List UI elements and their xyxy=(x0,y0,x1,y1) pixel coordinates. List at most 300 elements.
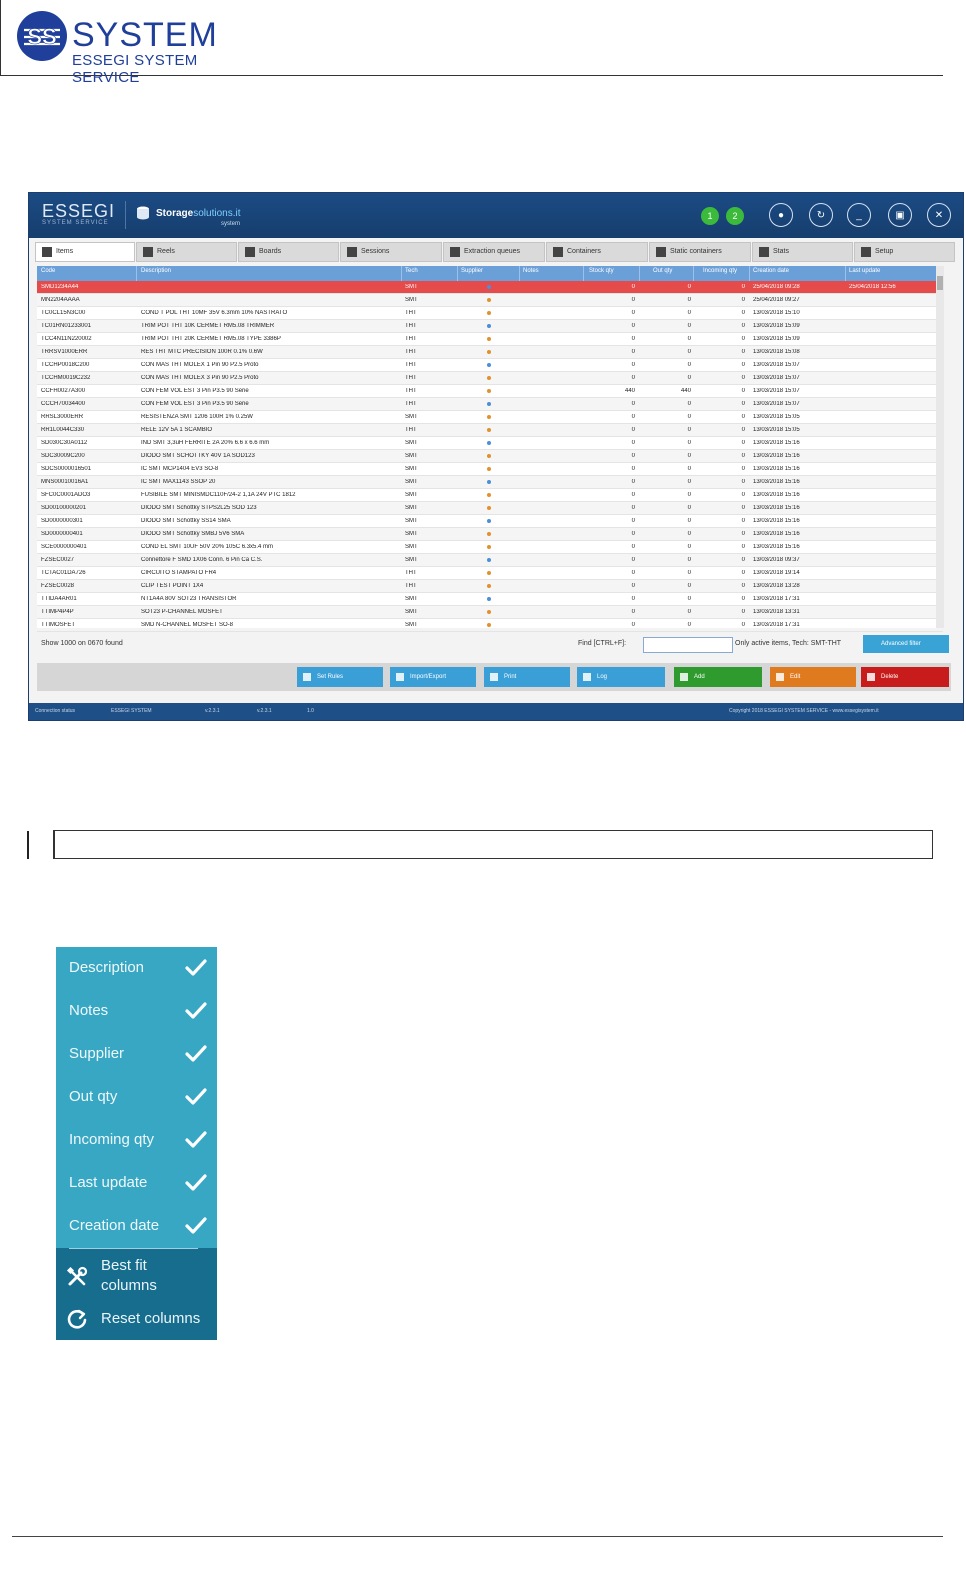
cell-created: 25/04/2018 09:28 xyxy=(753,284,800,290)
tab-boards[interactable] xyxy=(238,242,339,262)
cell-desc: CON MAS THT MOLEX 1 Pin 90 P2.5 Proto xyxy=(141,362,259,368)
cell-created: 25/04/2018 09:27 xyxy=(753,297,800,303)
check-icon xyxy=(185,1002,207,1020)
cell-inc: 0 xyxy=(741,479,745,485)
cell-tech: SMT xyxy=(405,518,418,524)
menu-item-notes[interactable] xyxy=(56,990,217,1033)
cell-tech: THT xyxy=(405,323,417,329)
cell-stock: 0 xyxy=(631,492,635,498)
cell-inc: 0 xyxy=(741,401,745,407)
items-grid[interactable] xyxy=(37,266,943,628)
svg-text:SS: SS xyxy=(27,24,57,49)
print-button[interactable] xyxy=(484,667,570,687)
action-bar xyxy=(37,663,951,691)
table-row[interactable] xyxy=(37,450,943,463)
cell-code: CCFH0027A300 xyxy=(41,388,86,394)
cell-code: SDCS0000016501 xyxy=(41,466,92,472)
cell-created: 13/03/2018 15:09 xyxy=(753,323,800,329)
column-separator xyxy=(136,266,137,281)
minimize-icon[interactable]: _ xyxy=(847,203,871,227)
menu-item-label: Description xyxy=(69,959,145,976)
menu-item-supplier[interactable] xyxy=(56,1033,217,1076)
cell-tech: SMT xyxy=(405,492,418,498)
reset-icon xyxy=(66,1308,88,1330)
cell-tech: SMT xyxy=(405,505,418,511)
cell-out: 0 xyxy=(687,323,691,329)
tab-reels[interactable] xyxy=(136,242,237,262)
cell-stock: 0 xyxy=(631,323,635,329)
menu-item-label: Supplier xyxy=(69,1045,125,1062)
status-connection: Connection status xyxy=(35,708,76,714)
cell-out: 0 xyxy=(687,583,691,589)
cell-tech: THT xyxy=(405,310,417,316)
cell-desc: DIODO SMT Schottky STPS2L25 SOD 123 xyxy=(141,505,257,511)
menu-columns-section xyxy=(56,947,217,1248)
cell-stock: 0 xyxy=(631,531,635,537)
cell-created: 13/03/2018 15:07 xyxy=(753,388,800,394)
cell-code: SD00100000201 xyxy=(41,505,87,511)
cell-desc: RELE 12V 5A 1 SCAMBIO xyxy=(141,427,213,433)
menu-item-label: Last update xyxy=(69,1174,148,1191)
find-label: Find [CTRL+F]: xyxy=(578,640,627,647)
status-copyright: Copyright 2018 ESSEGI SYSTEM SERVICE - www.essegisystem.it xyxy=(729,708,879,714)
close-icon[interactable]: ✕ xyxy=(927,203,951,227)
table-row[interactable] xyxy=(37,593,943,606)
table-row[interactable] xyxy=(37,333,943,346)
cell-out: 440 xyxy=(680,388,691,394)
supplier-dot-icon xyxy=(487,610,491,614)
cell-tech: THT xyxy=(405,349,417,355)
cell-inc: 0 xyxy=(741,544,745,550)
supplier-dot-icon xyxy=(487,285,491,289)
cell-stock: 0 xyxy=(631,414,635,420)
cell-created: 13/03/2018 15:16 xyxy=(753,492,800,498)
status-version-1: v.2.3.1 xyxy=(205,708,220,714)
cell-desc: TRIM POT THT 10K CERMET RM5.08 TRIMMER xyxy=(141,323,275,329)
best-fit-columns-button[interactable] xyxy=(56,1256,217,1300)
table-row[interactable] xyxy=(37,476,943,489)
supplier-dot-icon xyxy=(487,532,491,536)
cell-out: 0 xyxy=(687,531,691,537)
cell-tech: SMT xyxy=(405,466,418,472)
supplier-dot-icon xyxy=(487,389,491,393)
cell-out: 0 xyxy=(687,440,691,446)
table-row[interactable] xyxy=(37,294,943,307)
cell-created: 13/03/2018 15:16 xyxy=(753,479,800,485)
app-title-bar xyxy=(29,193,963,238)
import-export-button[interactable] xyxy=(390,667,476,687)
status-version-2: v.2.3.1 xyxy=(257,708,272,714)
storage-icon xyxy=(135,205,151,221)
tab-items[interactable] xyxy=(35,242,135,262)
cell-code: RR1L0044C330 xyxy=(41,427,85,433)
pencil-icon xyxy=(303,673,311,681)
cell-stock: 0 xyxy=(631,466,635,472)
delete-button[interactable] xyxy=(861,667,949,687)
cell-inc: 0 xyxy=(741,609,745,615)
supplier-dot-icon xyxy=(487,480,491,484)
supplier-dot-icon xyxy=(487,350,491,354)
tab-label: Items xyxy=(56,248,74,255)
scrollbar-thumb[interactable] xyxy=(937,276,943,290)
cell-out: 0 xyxy=(687,310,691,316)
cell-created: 13/03/2018 15:16 xyxy=(753,505,800,511)
best-fit-label-line1: Best fit xyxy=(101,1257,147,1274)
cell-inc: 0 xyxy=(741,375,745,381)
table-row[interactable] xyxy=(37,541,943,554)
edit-button[interactable] xyxy=(770,667,856,687)
cell-inc: 0 xyxy=(741,557,745,563)
supplier-dot-icon xyxy=(487,428,491,432)
cell-stock: 0 xyxy=(631,336,635,342)
tab-label: Setup xyxy=(875,248,894,255)
column-separator xyxy=(583,266,584,281)
cell-stock: 0 xyxy=(631,609,635,615)
menu-item-label: Incoming qty xyxy=(69,1131,155,1148)
tab-label: Extraction queues xyxy=(464,248,521,255)
supplier-dot-icon xyxy=(487,545,491,549)
column-header-description[interactable]: Description xyxy=(141,268,172,274)
tab-label: Reels xyxy=(157,248,175,255)
cell-tech: SMT xyxy=(405,596,418,602)
best-fit-label-line2: columns xyxy=(101,1277,157,1294)
cell-code: MNS00010016A1 xyxy=(41,479,89,485)
supplier-dot-icon xyxy=(487,571,491,575)
table-row[interactable] xyxy=(37,606,943,619)
sessions-tab-icon xyxy=(347,247,357,257)
supplier-dot-icon xyxy=(487,363,491,367)
table-row[interactable] xyxy=(37,398,943,411)
cell-inc: 0 xyxy=(741,453,745,459)
cell-stock: 0 xyxy=(631,479,635,485)
cell-stock: 0 xyxy=(631,362,635,368)
grid-footer xyxy=(37,633,951,657)
column-separator xyxy=(401,266,402,281)
cell-desc: RES THT MTC PRECISION 100R 0.1% 0.6W xyxy=(141,349,263,355)
cell-stock: 0 xyxy=(631,570,635,576)
cell-tech: THT xyxy=(405,401,417,407)
cell-out: 0 xyxy=(687,297,691,303)
cell-desc: IC SMT MCP1404 EV3 SO-8 xyxy=(141,466,219,472)
cell-inc: 0 xyxy=(741,414,745,420)
cell-tech: SMT xyxy=(405,453,418,459)
tab-stats[interactable] xyxy=(752,242,853,262)
cell-out: 0 xyxy=(687,284,691,290)
cell-inc: 0 xyxy=(741,284,745,290)
tab-extraction-queues[interactable] xyxy=(443,242,545,262)
check-icon xyxy=(185,959,207,977)
cell-stock: 0 xyxy=(631,596,635,602)
cell-code: SMD1234A44 xyxy=(41,284,79,290)
logo-subtitle: ESSEGI SYSTEM SERVICE xyxy=(72,52,198,86)
footer-rule xyxy=(12,1536,943,1537)
check-icon xyxy=(185,1045,207,1063)
grid-scrollbar[interactable] xyxy=(936,266,944,628)
table-row[interactable] xyxy=(37,528,943,541)
cell-stock: 0 xyxy=(631,375,635,381)
cell-out: 0 xyxy=(687,401,691,407)
supplier-dot-icon xyxy=(487,558,491,562)
cell-inc: 0 xyxy=(741,505,745,511)
cell-code: RRSL3000ERR xyxy=(41,414,84,420)
tab-label: Stats xyxy=(773,248,789,255)
table-row[interactable] xyxy=(37,307,943,320)
menu-item-label: Creation date xyxy=(69,1217,160,1234)
reset-columns-button[interactable] xyxy=(56,1306,217,1332)
cell-out: 0 xyxy=(687,544,691,550)
supplier-dot-icon xyxy=(487,506,491,510)
column-header-stock-qty[interactable]: Stock qty xyxy=(589,268,614,274)
cell-stock: 0 xyxy=(631,622,635,628)
cell-created: 13/03/2018 19:14 xyxy=(753,570,800,576)
cell-stock: 0 xyxy=(631,518,635,524)
column-separator xyxy=(693,266,694,281)
table-row[interactable] xyxy=(37,372,943,385)
cell-stock: 0 xyxy=(631,544,635,550)
logo-word: SYSTEM xyxy=(72,16,218,54)
column-header-out-qty[interactable]: Out qty xyxy=(653,268,673,274)
menu-item-last-update[interactable] xyxy=(56,1162,217,1205)
column-header-code[interactable]: Code xyxy=(41,268,56,274)
cell-tech: SMT xyxy=(405,531,418,537)
cell-created: 13/03/2018 15:16 xyxy=(753,518,800,524)
cell-code: TCC4N11N220002 xyxy=(41,336,92,342)
check-icon xyxy=(185,1217,207,1235)
cell-code: MN2204AAAA xyxy=(41,297,80,303)
cell-desc: DIODO SMT Schottky SS14 SMA xyxy=(141,518,231,524)
log-icon xyxy=(583,673,591,681)
cell-tech: SMT xyxy=(405,414,418,420)
cell-out: 0 xyxy=(687,622,691,628)
column-header-incoming-qty[interactable]: Incoming qty xyxy=(703,268,738,274)
advanced-filter-button[interactable] xyxy=(863,635,949,653)
table-row[interactable] xyxy=(37,385,943,398)
menu-item-label: Out qty xyxy=(69,1088,118,1105)
cell-tech: THT xyxy=(405,336,417,342)
logo-mark-icon xyxy=(16,10,68,62)
table-row[interactable] xyxy=(37,567,943,580)
cell-tech: SMT xyxy=(405,440,418,446)
cell-inc: 0 xyxy=(741,466,745,472)
cell-desc: COND T POL THT 10MF 35V 6.3mm 10% NASTRATO xyxy=(141,310,288,316)
advanced-filter-label: Advanced filter xyxy=(881,641,921,647)
table-row[interactable] xyxy=(37,489,943,502)
table-row[interactable] xyxy=(37,515,943,528)
table-row[interactable] xyxy=(37,580,943,593)
button-label: Log xyxy=(597,674,608,680)
cell-inc: 0 xyxy=(741,492,745,498)
active-filter-text: Only active items, Tech: SMT-THT xyxy=(735,640,842,647)
table-row[interactable] xyxy=(37,320,943,333)
setup-tab-icon xyxy=(861,247,871,257)
margin-rule xyxy=(27,831,29,859)
cell-code: TTIDA4AR01 xyxy=(41,596,77,602)
table-row[interactable] xyxy=(37,424,943,437)
find-input[interactable] xyxy=(643,637,733,653)
cell-code: FZSEC0028 xyxy=(41,583,75,589)
table-row[interactable] xyxy=(37,411,943,424)
cell-stock: 0 xyxy=(631,440,635,446)
status-bar xyxy=(29,703,963,720)
storage-title-main: Storage xyxy=(156,208,194,219)
cell-created: 13/03/2018 15:05 xyxy=(753,427,800,433)
cell-code: SD0000000301 xyxy=(41,518,83,524)
cell-stock: 0 xyxy=(631,297,635,303)
caption-box xyxy=(53,830,933,859)
cell-tech: THT xyxy=(405,570,417,576)
cell-inc: 0 xyxy=(741,349,745,355)
cell-out: 0 xyxy=(687,414,691,420)
notification-badge-2[interactable]: 2 xyxy=(726,207,744,225)
cell-stock: 0 xyxy=(631,505,635,511)
cell-out: 0 xyxy=(687,362,691,368)
supplier-dot-icon xyxy=(487,376,491,380)
cell-created: 13/03/2018 15:10 xyxy=(753,310,800,316)
cell-out: 0 xyxy=(687,557,691,563)
cell-tech: SMT xyxy=(405,284,418,290)
tab-containers[interactable] xyxy=(546,242,648,262)
cell-tech: SMT xyxy=(405,557,418,563)
cell-desc: SOT23 P-CHANNEL MOSFET xyxy=(141,609,223,615)
table-row[interactable] xyxy=(37,437,943,450)
cell-inc: 0 xyxy=(741,570,745,576)
tools-icon xyxy=(66,1266,88,1288)
menu-item-description[interactable] xyxy=(56,947,217,990)
cell-out: 0 xyxy=(687,466,691,472)
tab-label: Containers xyxy=(567,248,601,255)
column-chooser-menu xyxy=(56,947,217,1340)
supplier-dot-icon xyxy=(487,298,491,302)
cell-code: SD0000000401 xyxy=(41,531,83,537)
supplier-dot-icon xyxy=(487,467,491,471)
menu-item-out-qty[interactable] xyxy=(56,1076,217,1119)
menu-divider xyxy=(69,1248,198,1249)
cell-desc: CON MAS THT MOLEX 3 Pin 90 P2.5 Proto xyxy=(141,375,259,381)
column-header-tech[interactable]: Tech xyxy=(405,268,418,274)
supplier-dot-icon xyxy=(487,337,491,341)
cell-inc: 0 xyxy=(741,362,745,368)
cell-code: SD030C30A0112 xyxy=(41,440,88,446)
refresh-icon[interactable]: ↻ xyxy=(809,203,833,227)
column-header-supplier[interactable]: Supplier xyxy=(461,268,484,274)
cell-desc: RESISTENZA SMT 1206 100R 1% 0.25W xyxy=(141,414,253,420)
table-row[interactable] xyxy=(37,281,943,294)
column-header-notes[interactable]: Notes xyxy=(523,268,539,274)
cell-code: TCCHM0019C232 xyxy=(41,375,91,381)
button-label: Import/Export xyxy=(410,674,447,680)
cell-tech: THT xyxy=(405,375,417,381)
cell-stock: 0 xyxy=(631,453,635,459)
table-row[interactable] xyxy=(37,359,943,372)
supplier-dot-icon xyxy=(487,519,491,523)
cell-stock: 0 xyxy=(631,401,635,407)
cell-code: FZSEC0027 xyxy=(41,557,75,563)
column-separator xyxy=(639,266,640,281)
cell-code: SCE0000000401 xyxy=(41,544,87,550)
reels-tab-icon xyxy=(143,247,153,257)
cell-out: 0 xyxy=(687,596,691,602)
cell-tech: THT xyxy=(405,388,417,394)
app-brand-sub: SYSTEM SERVICE xyxy=(42,220,109,226)
cell-desc: DIODO SMT SCHOTTKY 40V 1A SOD123 xyxy=(141,453,255,459)
cell-out: 0 xyxy=(687,609,691,615)
cell-desc: IND SMT 3,3uH FERRITE 2A 20% 6.6 x 6.6 mm xyxy=(141,440,270,446)
reset-columns-label: Reset columns xyxy=(101,1310,201,1327)
cell-inc: 0 xyxy=(741,596,745,602)
stats-tab-icon xyxy=(759,247,769,257)
button-label: Delete xyxy=(881,674,899,680)
tab-setup[interactable] xyxy=(854,242,955,262)
supplier-dot-icon xyxy=(487,415,491,419)
table-row[interactable] xyxy=(37,346,943,359)
check-icon xyxy=(185,1131,207,1149)
log-button[interactable] xyxy=(577,667,665,687)
cell-desc: CLIP TEST POINT 1X4 xyxy=(141,583,204,589)
header-left-rule xyxy=(0,0,1,76)
cell-inc: 0 xyxy=(741,297,745,303)
cell-code: TCTAC01DA726 xyxy=(41,570,86,576)
tab-static-containers[interactable] xyxy=(649,242,751,262)
tab-label: Boards xyxy=(259,248,282,255)
table-row[interactable] xyxy=(37,502,943,515)
notification-badge-1[interactable]: 1 xyxy=(701,207,719,225)
menu-item-label: Notes xyxy=(69,1002,109,1019)
cell-inc: 0 xyxy=(741,583,745,589)
cell-tech: SMT xyxy=(405,479,418,485)
cell-desc: COND EL SMT 10UF 50V 20% 105C 6.3x5.4 mm xyxy=(141,544,274,550)
grid-header xyxy=(37,266,943,281)
trash-icon xyxy=(867,673,875,681)
set-rules-button[interactable] xyxy=(297,667,383,687)
title-separator xyxy=(125,201,126,229)
app-screenshot xyxy=(28,192,964,721)
cell-out: 0 xyxy=(687,492,691,498)
cell-tech: THT xyxy=(405,362,417,368)
cell-created: 13/03/2018 17:31 xyxy=(753,622,800,628)
cell-created: 13/03/2018 15:16 xyxy=(753,531,800,537)
table-row[interactable] xyxy=(37,554,943,567)
table-row[interactable] xyxy=(37,619,943,632)
button-label: Edit xyxy=(790,674,801,680)
lock-icon[interactable]: ▣ xyxy=(888,203,912,227)
supplier-dot-icon xyxy=(487,584,491,588)
cell-inc: 0 xyxy=(741,336,745,342)
column-header-creation-date[interactable]: Creation date xyxy=(753,268,790,274)
table-row[interactable] xyxy=(37,463,943,476)
supplier-dot-icon xyxy=(487,454,491,458)
supplier-dot-icon xyxy=(487,623,491,627)
cell-out: 0 xyxy=(687,570,691,576)
cell-created: 13/03/2018 15:16 xyxy=(753,466,800,472)
cell-tech: SMT xyxy=(405,544,418,550)
chat-icon[interactable]: ● xyxy=(769,203,793,227)
menu-item-creation-date[interactable] xyxy=(56,1205,217,1248)
column-separator xyxy=(845,266,846,281)
cell-code: TC0CL15N3C00 xyxy=(41,310,86,316)
cell-inc: 0 xyxy=(741,622,745,628)
tab-sessions[interactable] xyxy=(340,242,442,262)
column-header-last-update[interactable]: Last update xyxy=(849,268,881,274)
menu-item-incoming-qty[interactable] xyxy=(56,1119,217,1162)
add-button[interactable] xyxy=(674,667,762,687)
storage-title xyxy=(156,208,240,219)
cell-desc: IC SMT MAX1143 SSOP 20 xyxy=(141,479,216,485)
result-count: Show 1000 on 0670 found xyxy=(41,640,123,647)
status-user: ESSEGI SYSTEM xyxy=(111,708,152,714)
cell-created: 13/03/2018 15:07 xyxy=(753,375,800,381)
cell-created: 13/03/2018 13:28 xyxy=(753,583,800,589)
containers-tab-icon xyxy=(553,247,563,257)
